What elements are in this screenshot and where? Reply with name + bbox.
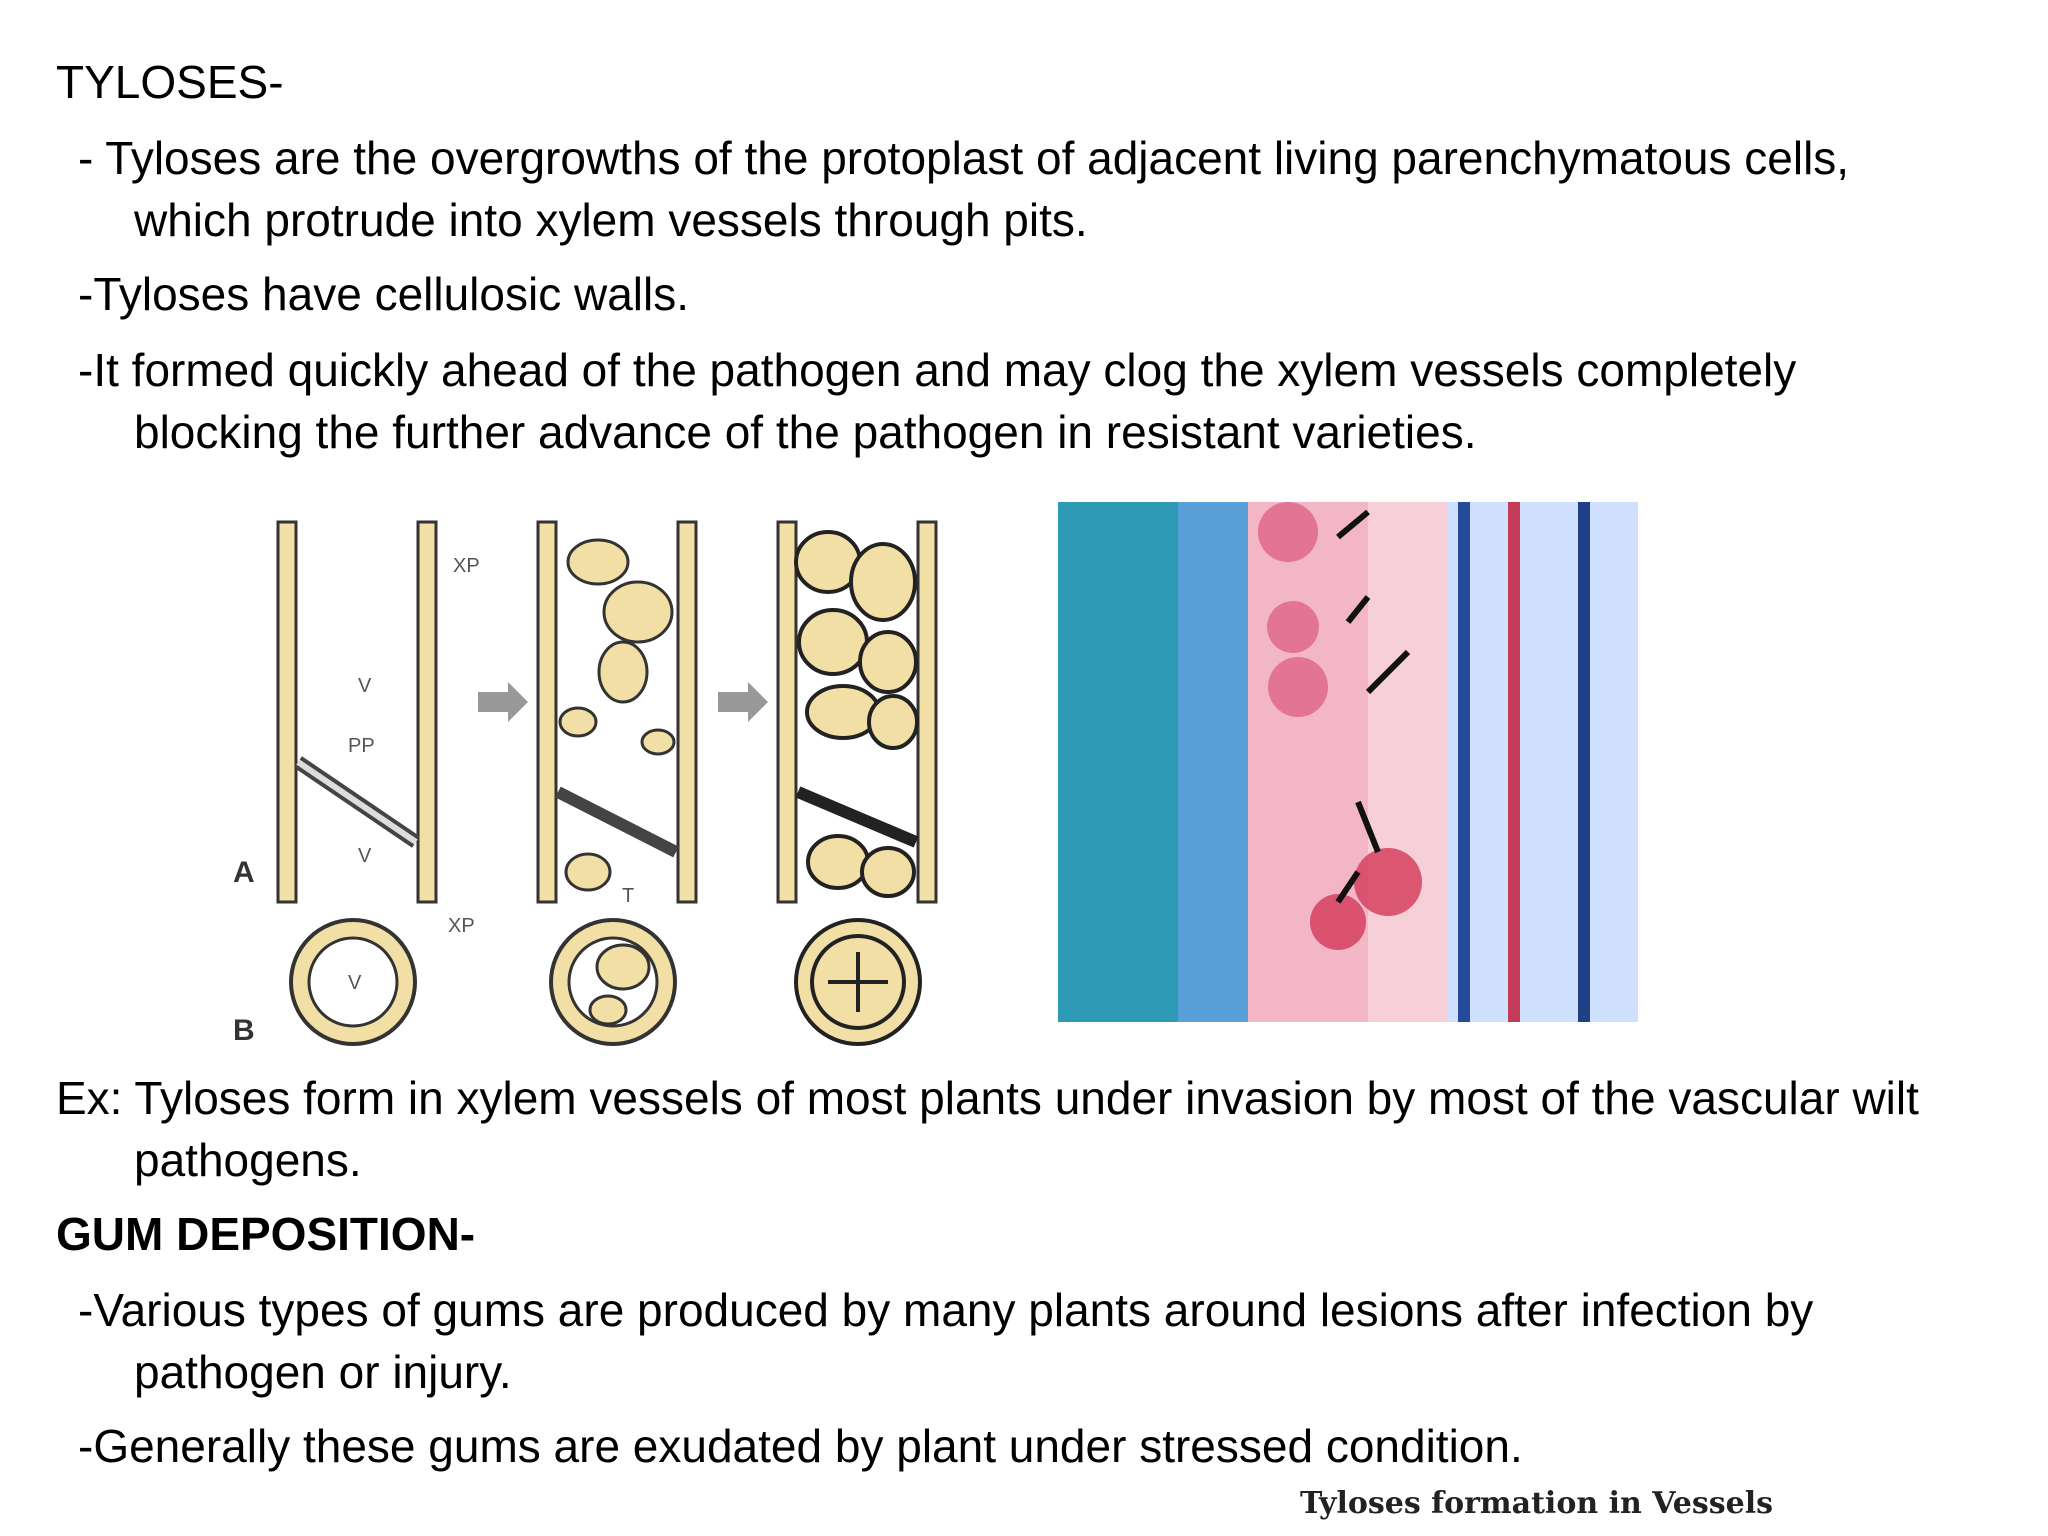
label-t: T bbox=[622, 885, 635, 907]
label-panel-a: A bbox=[233, 856, 255, 889]
tyloses-bullet-1-line-1: - Tyloses are the overgrowths of the protoplast of adjacent living parenchymatous cells, bbox=[78, 132, 1850, 184]
vessel-stage-2 bbox=[538, 522, 696, 902]
vessel-stage-3 bbox=[778, 522, 936, 902]
figure-caption: Tyloses formation in Vessels bbox=[1300, 1486, 1774, 1521]
label-pp: PP bbox=[348, 735, 375, 757]
label-v-circle: V bbox=[348, 972, 362, 994]
arrow-2 bbox=[718, 682, 768, 722]
gum-bullet-2: -Generally these gums are exudated by plant under stressed condition. bbox=[78, 1420, 1523, 1472]
tyloses-bullet-2: -Tyloses have cellulosic walls. bbox=[78, 268, 690, 320]
gum-deposition-heading: GUM DEPOSITION- bbox=[56, 1208, 476, 1260]
cross-section-2 bbox=[551, 920, 675, 1044]
arrow-1 bbox=[478, 682, 528, 722]
tyloses-bullet-3-line-2: blocking the further advance of the pathogen in resistant varieties. bbox=[134, 406, 1477, 458]
label-panel-b: B bbox=[233, 1014, 255, 1047]
gum-bullet-1-line-1: -Various types of gums are produced by many plants around lesions after infection by bbox=[78, 1284, 1814, 1336]
cross-section-3 bbox=[796, 920, 920, 1044]
tyloses-micrograph bbox=[1058, 502, 1638, 1022]
label-xp-top: XP bbox=[453, 555, 480, 577]
gum-bullet-1-line-2: pathogen or injury. bbox=[134, 1346, 512, 1398]
tyloses-heading: TYLOSES- bbox=[56, 56, 284, 108]
example-line-1: Ex: Tyloses form in xylem vessels of most plants under invasion by most of the vascular wilt bbox=[56, 1072, 1919, 1124]
vessel-stage-1 bbox=[278, 522, 436, 902]
tyloses-schematic-diagram bbox=[218, 462, 998, 1062]
label-v-lower: V bbox=[358, 845, 372, 867]
label-v-upper: V bbox=[358, 675, 372, 697]
label-xp-bottom: XP bbox=[448, 915, 475, 937]
example-line-2: pathogens. bbox=[134, 1134, 362, 1186]
tyloses-bullet-3-line-1: -It formed quickly ahead of the pathogen and may clog the xylem vessels completely bbox=[78, 344, 1797, 396]
tyloses-bullet-1-line-2: which protrude into xylem vessels through pits. bbox=[134, 194, 1088, 246]
